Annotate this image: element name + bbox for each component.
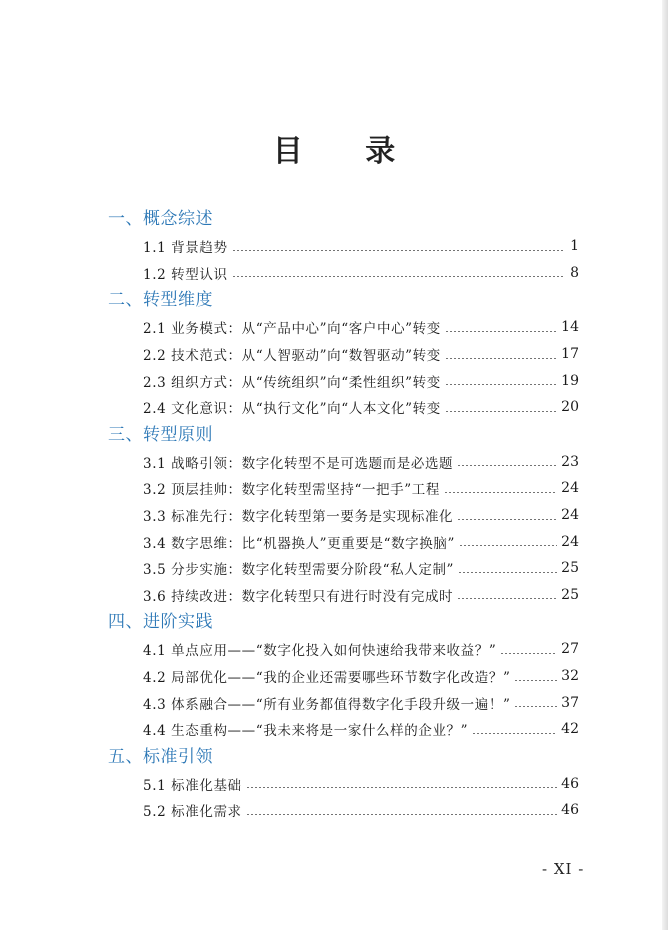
toc-entry-page: 24 (561, 507, 579, 524)
toc-entry-page: 24 (561, 533, 579, 550)
toc-entry[interactable] (143, 260, 579, 287)
toc-entry-page: 24 (561, 480, 579, 497)
toc-entry[interactable] (143, 475, 579, 502)
toc-dot-leader (232, 250, 565, 251)
toc-entry[interactable] (143, 449, 579, 476)
toc-entry-page: 20 (561, 399, 579, 416)
toc-entry[interactable] (143, 582, 579, 609)
toc-entry-label: 2.3 组织方式：从“传统组织”向“柔性组织”转变 (143, 374, 441, 391)
toc-entry-label: 3.4 数字思维：比“机器换人”更重要是“数字换脑” (143, 535, 455, 552)
toc-entry-page: 17 (561, 346, 579, 363)
toc-section-heading: 一、概念综述 (108, 209, 213, 229)
table-of-contents (0, 205, 668, 824)
toc-dot-leader (445, 411, 557, 412)
toc-dot-leader (444, 492, 557, 493)
toc-dot-leader (457, 598, 557, 599)
toc-dot-leader (445, 358, 557, 359)
toc-dot-leader (472, 733, 557, 734)
toc-dot-leader (514, 680, 557, 681)
toc-entry-label: 2.1 业务模式：从“产品中心”向“客户中心”转变 (143, 321, 441, 338)
toc-entry-label: 4.1 单点应用——“数字化投入如何快速给我带来收益？” (143, 643, 497, 660)
toc-entry-label: 5.1 标准化基础 (143, 777, 242, 794)
toc-entry[interactable] (143, 771, 579, 798)
toc-entry-label: 1.1 背景趋势 (143, 240, 228, 257)
toc-dot-leader (246, 787, 558, 788)
toc-entry-page: 8 (570, 264, 579, 281)
toc-entry[interactable] (143, 367, 579, 394)
toc-entry-page: 14 (561, 319, 579, 336)
toc-entry[interactable] (143, 689, 579, 716)
toc-entry-page: 46 (561, 802, 579, 819)
toc-entry-label: 3.2 顶层挂帅：数字化转型需坚持“一把手”工程 (143, 482, 440, 499)
toc-dot-leader (457, 519, 557, 520)
toc-entry[interactable] (143, 716, 579, 743)
toc-entry-label: 4.4 生态重构——“我未来将是一家什么样的企业？” (143, 723, 469, 740)
page-number: - XI - (542, 860, 585, 878)
toc-entry-page: 32 (561, 668, 579, 685)
toc-entry-label: 3.1 战略引领：数字化转型不是可选题而是必选题 (143, 455, 454, 472)
toc-dot-leader (445, 384, 557, 385)
toc-section-heading: 三、转型原则 (108, 424, 213, 445)
toc-entry[interactable] (143, 636, 579, 663)
toc-entry-label: 3.3 标准先行：数字化转型第一要务是实现标准化 (143, 509, 454, 526)
toc-entry-page: 27 (561, 641, 579, 658)
toc-entry-page: 23 (561, 453, 579, 470)
toc-entry-page: 46 (561, 775, 579, 792)
page-title: 目 录 (272, 134, 422, 169)
toc-dot-leader (514, 706, 557, 707)
toc-dot-leader (246, 814, 558, 815)
toc-entry-label: 4.3 体系融合——“所有业务都值得数字化手段升级一遍！” (143, 696, 511, 713)
toc-entry-page: 25 (561, 560, 579, 577)
toc-dot-leader (232, 276, 565, 277)
toc-entry-label: 4.2 局部优化——“我的企业还需要哪些环节数字化改造？” (143, 670, 511, 687)
toc-entry[interactable] (143, 663, 579, 690)
toc-entry[interactable] (143, 502, 579, 529)
toc-entry[interactable] (143, 394, 579, 421)
toc-entry-page: 1 (570, 238, 579, 255)
toc-entry-page: 37 (561, 694, 579, 711)
toc-dot-leader (457, 465, 557, 466)
toc-entry-label: 3.6 持续改进：数字化转型只有进行时没有完成时 (143, 588, 454, 605)
toc-dot-leader (445, 331, 557, 332)
toc-section-heading: 五、标准引领 (108, 746, 213, 767)
toc-entry-label: 2.2 技术范式：从“人智驱动”向“数智驱动”转变 (143, 348, 441, 365)
toc-entry-label: 2.4 文化意识：从“执行文化”向“人本文化”转变 (143, 401, 441, 418)
toc-entry[interactable] (143, 341, 579, 368)
toc-entry-label: 5.2 标准化需求 (143, 804, 242, 821)
toc-entry[interactable] (143, 797, 579, 824)
toc-dot-leader (500, 653, 557, 654)
toc-entry-label: 1.2 转型认识 (143, 266, 228, 283)
toc-entry[interactable] (143, 314, 579, 341)
toc-dot-leader (459, 545, 557, 546)
toc-entry-page: 19 (561, 372, 579, 389)
toc-section-heading: 四、进阶实践 (108, 612, 213, 633)
toc-entry[interactable] (143, 528, 579, 555)
toc-dot-leader (458, 572, 557, 573)
toc-entry[interactable] (143, 233, 579, 260)
toc-entry-page: 25 (561, 586, 579, 603)
toc-entry-label: 3.5 分步实施：数字化转型需要分阶段“私人定制” (143, 562, 455, 579)
toc-entry-page: 42 (561, 721, 579, 738)
toc-section-heading: 二、转型维度 (108, 290, 213, 311)
toc-entry[interactable] (143, 555, 579, 582)
